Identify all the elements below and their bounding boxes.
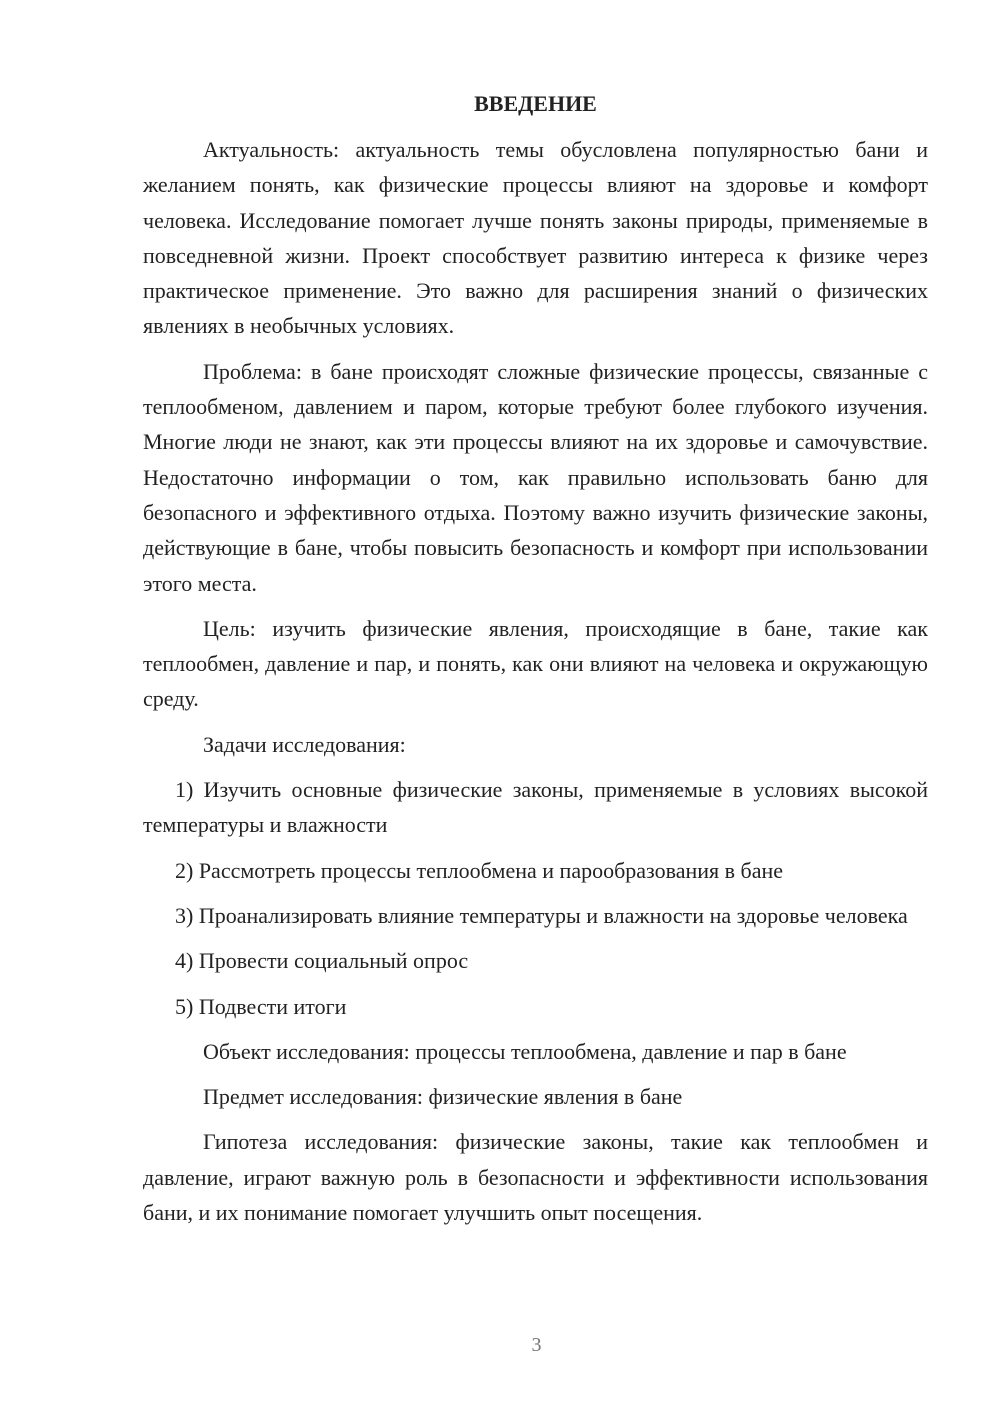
task-item-1: 1) Изучить основные физические законы, применяемые в условиях высокой температуры и влажности <box>143 777 928 838</box>
task-item-5: 5) Подвести итоги <box>175 993 347 1019</box>
page-title: ВВЕДЕНИЕ <box>474 91 597 116</box>
task-item-2: 2) Рассмотреть процессы теплообмена и парообразования в бане <box>175 857 784 883</box>
problem-paragraph: Проблема: в бане происходят сложные физические процессы, связанные с теплообменом, давлением и паром, которые требуют более глубокого изучения. Многие люди не знают, как эти процессы влияют на их здоровье и самочувствие. Недостаточно информации о том, как правильно использовать баню для безопасного и эффективного отдыха. Поэтому важно изучить физические законы, действующие в бане, чтобы повысить безопасность и комфорт при использовании этого места. <box>143 358 928 596</box>
hypothesis-paragraph: Гипотеза исследования: физические законы, такие как теплообмен и давление, играют важную роль в безопасности и эффективности использования бани, и их понимание помогает улучшить опыт посещения. <box>143 1129 928 1226</box>
document-page <box>143 90 928 1240</box>
task-item-3: 3) Проанализировать влияние температуры и влажности на здоровье человека <box>175 902 908 928</box>
goal-paragraph: Цель: изучить физические явления, происходящие в бане, такие как теплообмен, давление и пар, и понять, как они влияют на человека и окружающую среду. <box>143 615 928 712</box>
page-number: 3 <box>531 1334 542 1356</box>
task-item-4: 4) Провести социальный опрос <box>175 948 469 974</box>
tasks-heading: Задачи исследования: <box>203 731 406 757</box>
research-object: Объект исследования: процессы теплообмена, давление и пар в бане <box>203 1038 847 1064</box>
research-subject: Предмет исследования: физические явления в бане <box>203 1084 683 1110</box>
relevance-paragraph: Актуальность: актуальность темы обусловлена популярностью бани и желанием понять, как физические процессы влияют на здоровье и комфорт человека. Исследование помогает лучше понять законы природы, применяемые в повседневной жизни. Проект способствует развитию интереса к физике через практическое применение. Это важно для расширения знаний о физических явлениях в необычных условиях. <box>143 137 928 339</box>
